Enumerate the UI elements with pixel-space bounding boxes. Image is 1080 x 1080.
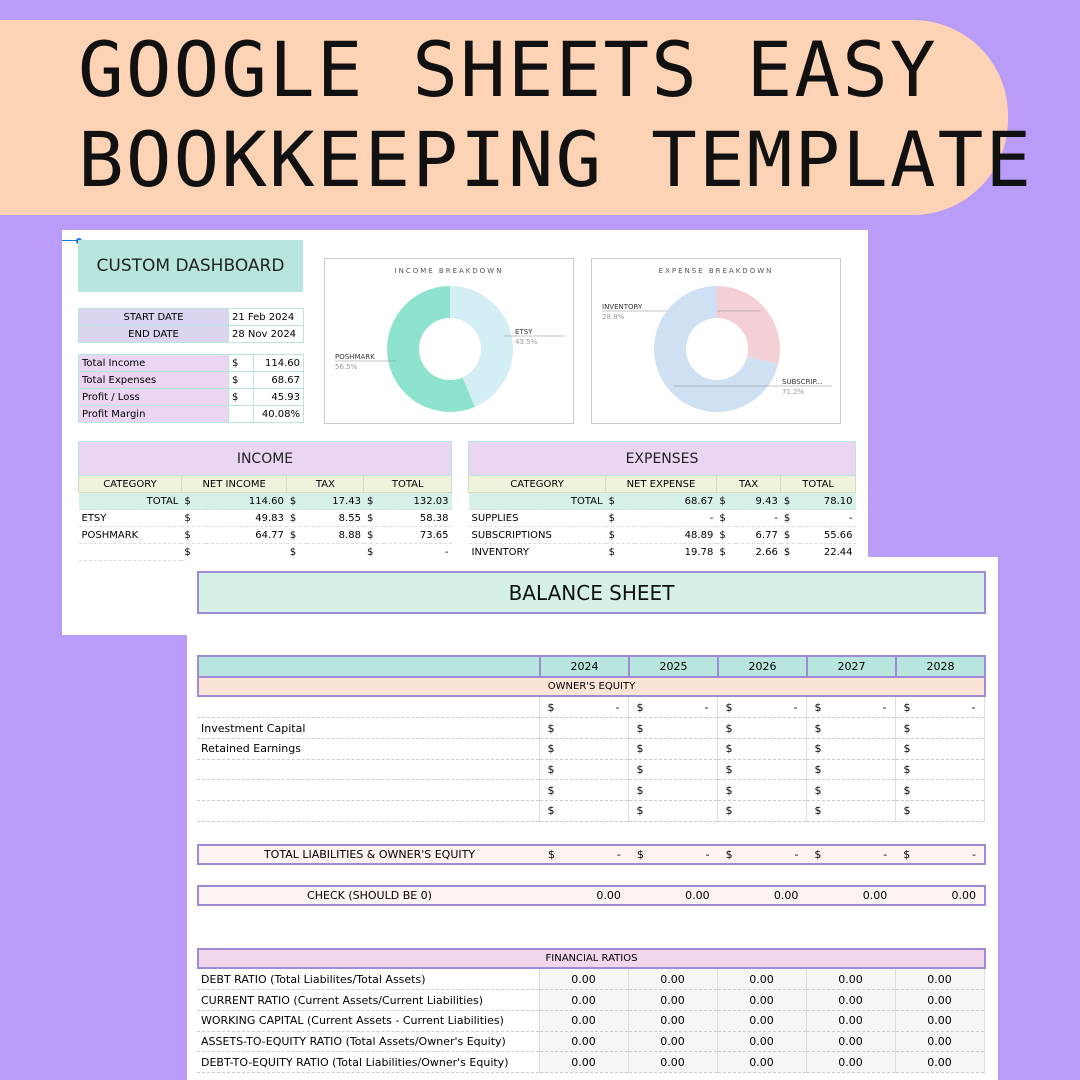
ratio-row bbox=[197, 990, 984, 1011]
owners-equity-table bbox=[197, 697, 985, 822]
amount-cell[interactable]: 58.38 bbox=[384, 510, 451, 527]
total-value: 132.03 bbox=[384, 493, 451, 510]
summary-label: Total Income bbox=[79, 355, 229, 372]
total-label: TOTAL bbox=[79, 493, 182, 510]
check-value: 0.00 bbox=[773, 889, 799, 902]
currency-symbol: $ bbox=[287, 544, 307, 561]
currency-symbol: $ bbox=[725, 783, 733, 797]
table-row bbox=[469, 527, 856, 544]
equity-cell[interactable] bbox=[895, 738, 984, 759]
ratio-value: 0.00 bbox=[806, 1010, 895, 1031]
column-header: TAX bbox=[716, 476, 781, 493]
end-date-label: END DATE bbox=[79, 326, 229, 343]
currency-symbol: $ bbox=[547, 742, 555, 756]
equity-cell[interactable] bbox=[628, 759, 717, 780]
expense-donut bbox=[592, 259, 842, 425]
currency-symbol: $ bbox=[636, 742, 644, 756]
equity-cell[interactable] bbox=[806, 738, 895, 759]
banner-title-line2: BOOKKEEPING TEMPLATE bbox=[78, 115, 1034, 204]
summary-row bbox=[79, 389, 304, 406]
column-header: TOTAL bbox=[781, 476, 856, 493]
slice-percent: 28.8% bbox=[602, 313, 625, 321]
equity-row bbox=[197, 800, 984, 821]
total-value: 78.10 bbox=[800, 493, 855, 510]
category-cell[interactable]: ETSY bbox=[79, 510, 182, 527]
amount-cell[interactable]: - bbox=[635, 510, 717, 527]
summary-label: Profit / Loss bbox=[79, 389, 229, 406]
currency-symbol: $ bbox=[364, 510, 384, 527]
ratio-value: 0.00 bbox=[806, 1031, 895, 1052]
total-cell bbox=[718, 846, 807, 863]
currency-symbol: $ bbox=[903, 804, 911, 818]
balance-sheet-title: BALANCE SHEET bbox=[197, 571, 986, 614]
income-donut bbox=[325, 259, 575, 425]
currency-symbol: $ bbox=[636, 762, 644, 776]
ratio-label: DEBT RATIO (Total Liabilites/Total Assets) bbox=[197, 969, 539, 990]
check-row bbox=[197, 885, 986, 906]
currency-symbol: $ bbox=[716, 493, 736, 510]
category-cell[interactable] bbox=[79, 544, 182, 561]
summary-currency: $ bbox=[229, 372, 254, 389]
equity-value: - bbox=[882, 700, 887, 714]
summary-table bbox=[78, 354, 304, 423]
currency-symbol: $ bbox=[364, 527, 384, 544]
currency-symbol: $ bbox=[725, 804, 733, 818]
currency-symbol: $ bbox=[636, 804, 644, 818]
total-value: - bbox=[972, 848, 977, 861]
ratio-value: 0.00 bbox=[717, 990, 806, 1011]
ratio-value: 0.00 bbox=[539, 969, 628, 990]
equity-cell[interactable] bbox=[628, 697, 717, 718]
check-label: CHECK (SHOULD BE 0) bbox=[307, 889, 432, 902]
column-header: NET EXPENSE bbox=[606, 476, 717, 493]
currency-symbol: $ bbox=[606, 527, 635, 544]
currency-symbol: $ bbox=[903, 783, 911, 797]
currency-symbol: $ bbox=[814, 848, 822, 861]
total-value: 17.43 bbox=[307, 493, 364, 510]
amount-cell[interactable]: 22.44 bbox=[800, 544, 855, 561]
currency-symbol: $ bbox=[903, 742, 911, 756]
slice-percent: 56.5% bbox=[335, 363, 358, 371]
table-title: EXPENSES bbox=[469, 442, 856, 476]
currency-symbol: $ bbox=[606, 544, 635, 561]
check-value: 0.00 bbox=[596, 889, 621, 902]
equity-value: - bbox=[704, 700, 709, 714]
currency-symbol: $ bbox=[364, 493, 384, 510]
currency-symbol: $ bbox=[814, 762, 822, 776]
check-cell bbox=[629, 887, 718, 904]
currency-symbol: $ bbox=[636, 721, 644, 735]
currency-symbol: $ bbox=[636, 783, 644, 797]
equity-cell[interactable] bbox=[806, 780, 895, 801]
amount-cell[interactable]: 73.65 bbox=[384, 527, 451, 544]
summary-currency: $ bbox=[229, 355, 254, 372]
year-header: 2024 bbox=[540, 656, 629, 677]
summary-row bbox=[79, 372, 304, 389]
year-header-blank bbox=[198, 656, 540, 677]
donut-slice[interactable] bbox=[717, 286, 780, 364]
equity-cell[interactable] bbox=[717, 759, 806, 780]
income-chart-title: INCOME BREAKDOWN bbox=[394, 267, 504, 275]
equity-cell[interactable] bbox=[895, 697, 984, 718]
equity-cell[interactable] bbox=[539, 780, 628, 801]
currency-symbol: $ bbox=[364, 544, 384, 561]
amount-cell[interactable]: 64.77 bbox=[206, 527, 287, 544]
equity-cell[interactable] bbox=[895, 800, 984, 821]
equity-cell[interactable] bbox=[806, 697, 895, 718]
ratio-value: 0.00 bbox=[539, 1052, 628, 1073]
summary-value: 45.93 bbox=[254, 389, 304, 406]
slice-percent: 71.2% bbox=[782, 388, 805, 396]
ratio-value: 0.00 bbox=[895, 1010, 984, 1031]
total-liabilities-equity-row bbox=[197, 844, 986, 865]
column-header-row bbox=[469, 476, 856, 493]
check-cell bbox=[806, 887, 895, 904]
currency-symbol: $ bbox=[903, 762, 911, 776]
end-date-value[interactable]: 28 Nov 2024 bbox=[229, 326, 304, 343]
ratio-label: ASSETS-TO-EQUITY RATIO (Total Assets/Owner's Equity) bbox=[197, 1031, 539, 1052]
amount-cell[interactable]: 55.66 bbox=[800, 527, 855, 544]
ratio-value: 0.00 bbox=[628, 969, 717, 990]
table-title-row bbox=[79, 442, 452, 476]
start-date-value[interactable]: 21 Feb 2024 bbox=[229, 309, 304, 326]
total-value: - bbox=[883, 848, 888, 861]
slice-label: SUBSCRIP... bbox=[782, 378, 823, 386]
currency-symbol: $ bbox=[814, 700, 822, 714]
equity-value: - bbox=[971, 700, 976, 714]
ratio-value: 0.00 bbox=[717, 1010, 806, 1031]
equity-cell[interactable] bbox=[717, 718, 806, 739]
currency-symbol: $ bbox=[547, 721, 555, 735]
expense-chart-title: EXPENSE BREAKDOWN bbox=[658, 267, 774, 275]
equity-cell[interactable] bbox=[539, 697, 628, 718]
total-label: TOTAL bbox=[469, 493, 606, 510]
year-header: 2027 bbox=[807, 656, 896, 677]
start-date-label: START DATE bbox=[79, 309, 229, 326]
date-range-table bbox=[78, 308, 304, 343]
summary-label: Total Expenses bbox=[79, 372, 229, 389]
currency-symbol: $ bbox=[181, 493, 205, 510]
amount-cell[interactable]: - bbox=[384, 544, 451, 561]
currency-symbol: $ bbox=[903, 848, 911, 861]
ratio-row bbox=[197, 1031, 984, 1052]
balance-sheet bbox=[187, 557, 998, 1080]
equity-label[interactable] bbox=[197, 800, 539, 821]
currency-symbol: $ bbox=[548, 848, 556, 861]
ratio-value: 0.00 bbox=[895, 969, 984, 990]
currency-symbol: $ bbox=[606, 493, 635, 510]
ratio-value: 0.00 bbox=[628, 1031, 717, 1052]
total-cell bbox=[629, 846, 718, 863]
equity-value: - bbox=[615, 700, 620, 714]
currency-symbol: $ bbox=[636, 700, 644, 714]
amount-cell[interactable]: - bbox=[800, 510, 855, 527]
currency-symbol: $ bbox=[725, 721, 733, 735]
ratio-value: 0.00 bbox=[628, 990, 717, 1011]
currency-symbol: $ bbox=[636, 848, 644, 861]
ratio-label: DEBT-TO-EQUITY RATIO (Total Liabilities/Owner's Equity) bbox=[197, 1052, 539, 1073]
equity-cell[interactable] bbox=[628, 718, 717, 739]
currency-symbol: $ bbox=[903, 700, 911, 714]
currency-symbol: $ bbox=[781, 510, 801, 527]
ratio-row bbox=[197, 969, 984, 990]
category-cell[interactable]: INVENTORY bbox=[469, 544, 606, 561]
year-header: 2028 bbox=[896, 656, 985, 677]
currency-symbol: $ bbox=[725, 742, 733, 756]
total-value: 114.60 bbox=[206, 493, 287, 510]
equity-cell[interactable] bbox=[806, 800, 895, 821]
slice-label: POSHMARK bbox=[335, 353, 375, 361]
dashboard-title: CUSTOM DASHBOARD bbox=[78, 240, 303, 292]
equity-cell[interactable] bbox=[717, 800, 806, 821]
category-cell[interactable]: POSHMARK bbox=[79, 527, 182, 544]
amount-cell[interactable]: 49.83 bbox=[206, 510, 287, 527]
check-value: 0.00 bbox=[685, 889, 710, 902]
income-table bbox=[78, 441, 452, 561]
total-value: 9.43 bbox=[736, 493, 781, 510]
check-value: 0.00 bbox=[951, 889, 977, 902]
amount-cell[interactable]: - bbox=[736, 510, 781, 527]
equity-cell[interactable] bbox=[628, 800, 717, 821]
equity-cell[interactable] bbox=[539, 759, 628, 780]
amount-cell[interactable]: 48.89 bbox=[635, 527, 717, 544]
total-row bbox=[469, 493, 856, 510]
total-value: 68.67 bbox=[635, 493, 717, 510]
currency-symbol: $ bbox=[725, 762, 733, 776]
currency-symbol: $ bbox=[814, 804, 822, 818]
currency-symbol: $ bbox=[547, 762, 555, 776]
currency-symbol: $ bbox=[716, 510, 736, 527]
financial-ratios-table bbox=[197, 969, 985, 1073]
currency-symbol: $ bbox=[547, 700, 555, 714]
table-title-row bbox=[469, 442, 856, 476]
year-header-row bbox=[197, 655, 986, 678]
column-header: NET INCOME bbox=[181, 476, 286, 493]
slice-percent: 43.5% bbox=[515, 338, 538, 346]
check-cell bbox=[540, 887, 629, 904]
equity-cell[interactable] bbox=[895, 780, 984, 801]
equity-label[interactable] bbox=[197, 697, 539, 718]
owners-equity-header: OWNER'S EQUITY bbox=[197, 676, 986, 697]
equity-label[interactable]: Investment Capital bbox=[197, 718, 539, 739]
currency-symbol: $ bbox=[716, 544, 736, 561]
equity-cell[interactable] bbox=[895, 718, 984, 739]
year-header: 2025 bbox=[629, 656, 718, 677]
equity-label[interactable]: Retained Earnings bbox=[197, 738, 539, 759]
currency-symbol: $ bbox=[814, 783, 822, 797]
ratio-row bbox=[197, 1052, 984, 1073]
category-cell[interactable]: SUPPLIES bbox=[469, 510, 606, 527]
year-header: 2026 bbox=[718, 656, 807, 677]
ratio-row bbox=[197, 1010, 984, 1031]
equity-cell[interactable] bbox=[895, 759, 984, 780]
table-title: INCOME bbox=[79, 442, 452, 476]
currency-symbol: $ bbox=[781, 493, 801, 510]
amount-cell[interactable]: 2.66 bbox=[736, 544, 781, 561]
currency-symbol: $ bbox=[606, 510, 635, 527]
equity-cell[interactable] bbox=[539, 800, 628, 821]
summary-row bbox=[79, 406, 304, 423]
summary-currency bbox=[229, 406, 254, 423]
check-value: 0.00 bbox=[862, 889, 888, 902]
ratio-value: 0.00 bbox=[895, 1052, 984, 1073]
income-breakdown-chart[interactable] bbox=[324, 258, 574, 424]
equity-cell[interactable] bbox=[628, 780, 717, 801]
equity-row bbox=[197, 718, 984, 739]
ratio-value: 0.00 bbox=[806, 1052, 895, 1073]
slice-label: ETSY bbox=[515, 328, 533, 336]
currency-symbol: $ bbox=[814, 721, 822, 735]
ratio-value: 0.00 bbox=[539, 990, 628, 1011]
currency-symbol: $ bbox=[287, 493, 307, 510]
amount-cell[interactable]: 6.77 bbox=[736, 527, 781, 544]
currency-symbol: $ bbox=[287, 527, 307, 544]
equity-cell[interactable] bbox=[717, 738, 806, 759]
equity-row bbox=[197, 697, 984, 718]
table-row bbox=[79, 510, 452, 527]
summary-value: 40.08% bbox=[254, 406, 304, 423]
ratio-value: 0.00 bbox=[806, 969, 895, 990]
column-header: CATEGORY bbox=[469, 476, 606, 493]
total-value: - bbox=[616, 848, 621, 861]
equity-row bbox=[197, 738, 984, 759]
equity-row bbox=[197, 759, 984, 780]
total-row bbox=[79, 493, 452, 510]
ratio-value: 0.00 bbox=[628, 1052, 717, 1073]
equity-row bbox=[197, 780, 984, 801]
ratio-value: 0.00 bbox=[539, 1031, 628, 1052]
expense-breakdown-chart[interactable] bbox=[591, 258, 841, 424]
amount-cell[interactable]: 19.78 bbox=[635, 544, 717, 561]
currency-symbol: $ bbox=[781, 527, 801, 544]
amount-cell[interactable]: 8.88 bbox=[307, 527, 364, 544]
equity-label[interactable] bbox=[197, 759, 539, 780]
summary-currency: $ bbox=[229, 389, 254, 406]
total-value: - bbox=[705, 848, 710, 861]
slice-label: INVENTORY bbox=[602, 303, 643, 311]
currency-symbol: $ bbox=[725, 700, 733, 714]
banner-title-line1: GOOGLE SHEETS EASY bbox=[78, 25, 938, 114]
ratio-value: 0.00 bbox=[717, 969, 806, 990]
equity-cell[interactable] bbox=[539, 718, 628, 739]
financial-ratios-header: FINANCIAL RATIOS bbox=[197, 948, 986, 969]
check-cell bbox=[895, 887, 984, 904]
ratio-value: 0.00 bbox=[717, 1052, 806, 1073]
ratio-value: 0.00 bbox=[895, 990, 984, 1011]
category-cell[interactable]: SUBSCRIPTIONS bbox=[469, 527, 606, 544]
ratio-value: 0.00 bbox=[628, 1010, 717, 1031]
equity-cell[interactable] bbox=[806, 759, 895, 780]
equity-cell[interactable] bbox=[806, 718, 895, 739]
currency-symbol: $ bbox=[547, 783, 555, 797]
summary-value: 68.67 bbox=[254, 372, 304, 389]
currency-symbol: $ bbox=[781, 544, 801, 561]
amount-cell[interactable]: 8.55 bbox=[307, 510, 364, 527]
currency-symbol: $ bbox=[181, 527, 205, 544]
table-row bbox=[79, 527, 452, 544]
column-header-row bbox=[79, 476, 452, 493]
total-cell bbox=[540, 846, 629, 863]
total-value: - bbox=[794, 848, 799, 861]
ratio-value: 0.00 bbox=[806, 990, 895, 1011]
table-row bbox=[469, 510, 856, 527]
equity-cell[interactable] bbox=[717, 780, 806, 801]
currency-symbol: $ bbox=[814, 742, 822, 756]
equity-cell[interactable] bbox=[628, 738, 717, 759]
total-liabilities-equity-label: TOTAL LIABILITIES & OWNER'S EQUITY bbox=[263, 848, 476, 861]
currency-symbol: $ bbox=[287, 510, 307, 527]
column-header: CATEGORY bbox=[79, 476, 182, 493]
currency-symbol: $ bbox=[903, 721, 911, 735]
total-cell bbox=[806, 846, 895, 863]
currency-symbol: $ bbox=[547, 804, 555, 818]
check-cell bbox=[718, 887, 807, 904]
ratio-label: CURRENT RATIO (Current Assets/Current Liabilities) bbox=[197, 990, 539, 1011]
summary-value: 114.60 bbox=[254, 355, 304, 372]
currency-symbol: $ bbox=[725, 848, 733, 861]
summary-row bbox=[79, 355, 304, 372]
ratio-value: 0.00 bbox=[895, 1031, 984, 1052]
currency-symbol: $ bbox=[716, 527, 736, 544]
equity-cell[interactable] bbox=[539, 738, 628, 759]
total-cell bbox=[895, 846, 984, 863]
equity-value: - bbox=[793, 700, 798, 714]
ratio-value: 0.00 bbox=[539, 1010, 628, 1031]
column-header: TAX bbox=[287, 476, 364, 493]
expenses-table bbox=[468, 441, 856, 561]
equity-cell[interactable] bbox=[717, 697, 806, 718]
currency-symbol: $ bbox=[181, 510, 205, 527]
currency-symbol: $ bbox=[181, 544, 205, 561]
ratio-value: 0.00 bbox=[717, 1031, 806, 1052]
column-header: TOTAL bbox=[364, 476, 452, 493]
ratio-label: WORKING CAPITAL (Current Assets - Current Liabilities) bbox=[197, 1010, 539, 1031]
summary-label: Profit Margin bbox=[79, 406, 229, 423]
equity-label[interactable] bbox=[197, 780, 539, 801]
